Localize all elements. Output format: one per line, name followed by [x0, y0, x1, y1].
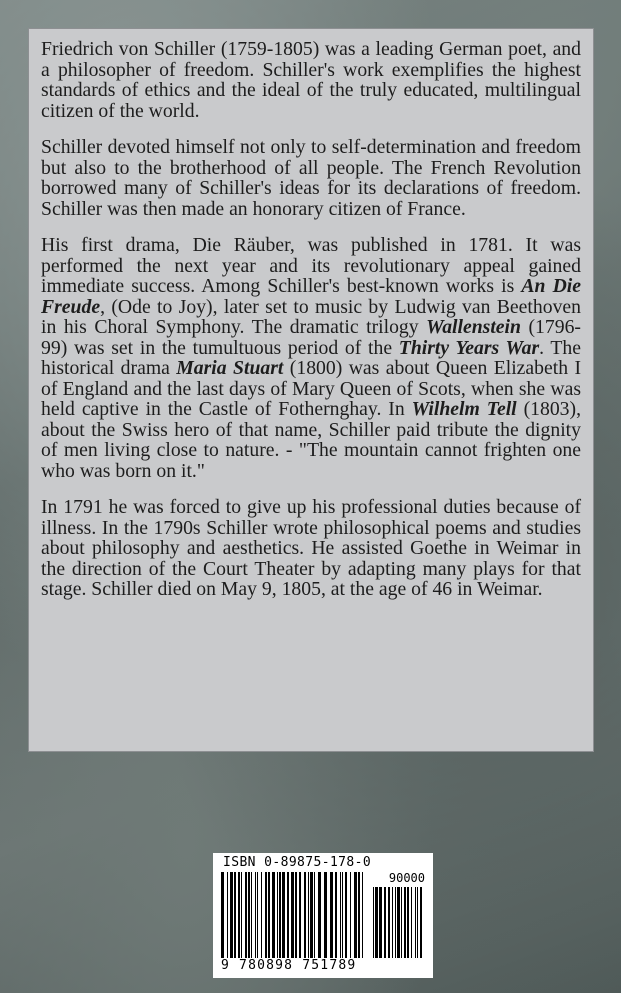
barcode-bar — [257, 872, 258, 958]
barcode-bar — [251, 872, 252, 958]
barcode-bar — [388, 887, 390, 958]
barcode-bar — [395, 887, 396, 958]
barcode-bar — [330, 872, 333, 958]
paragraph — [41, 39, 581, 121]
paragraph-text: (1800) was about Queen Elizabeth I of England and the last days of Mary Queen of Scots, when she was held captive in the Castle of Fothernghay. In — [41, 357, 582, 420]
barcode-bar — [342, 872, 343, 958]
barcode-bar — [397, 887, 400, 958]
barcode-bar — [238, 872, 240, 958]
barcode-bar — [324, 872, 327, 958]
barcode-bar — [340, 872, 341, 958]
work-title: Wilhelm Tell — [411, 398, 517, 420]
barcode-bar — [277, 872, 278, 958]
barcode-bar — [384, 887, 386, 958]
back-cover-text-panel — [28, 28, 594, 752]
paragraph-text: His first drama, Die Räuber, was published in 1781. It was performed the next year and its revolutionary appeal gained immediate success. Among Schiller's best-known works is — [41, 234, 581, 297]
barcode-bar — [314, 872, 315, 958]
barcode-bar — [358, 872, 360, 958]
paragraph-text: In 1791 he was forced to give up his professional duties because of illness. In the 1790s Schiller wrote philosophical poems and studies about philosophy and aesthetics. He assisted Goethe in Weimar in the direction of the Court Theater by adapting many plays for that stage. Schiller died on May 9, 1805, at the age of 46 in Weimar. — [41, 496, 581, 600]
ean-barcode-bars — [221, 872, 365, 958]
price-addon — [373, 872, 425, 958]
barcode-bar — [287, 872, 289, 958]
paragraph-text: Schiller devoted himself not only to self-determination and freedom but also to the brotherhood of all people. The French Revolution borrowed many of Schiller's ideas for its declarations of freedom. Schiller was then made an honorary citizen of France. — [41, 136, 581, 220]
paragraph-text: Friedrich von Schiller (1759-1805) was a leading German poet, and a philosopher of freedom. Schiller's work exemplifies the highest standards of ethics and the ideal of the truly educated, multilingual citizen of the world. — [41, 38, 581, 122]
paragraph — [41, 497, 581, 600]
paragraph-text: (1796-99) was set in the tumultuous period of the — [41, 316, 581, 359]
barcode-bar — [354, 872, 357, 958]
work-title: Wallenstein — [426, 316, 521, 338]
barcode-bar — [362, 872, 363, 958]
barcode-bar — [379, 887, 382, 958]
barcode-bar — [234, 872, 236, 958]
paragraph — [41, 235, 581, 481]
barcode-bar — [411, 887, 412, 958]
barcode-bar — [308, 872, 309, 958]
barcode-bar — [392, 887, 393, 958]
barcode-bar — [272, 872, 275, 958]
barcode-bar — [248, 872, 250, 958]
isbn-barcode — [213, 853, 433, 978]
barcode-bar — [295, 872, 297, 958]
barcode-bar — [345, 872, 347, 958]
paragraph — [41, 137, 581, 219]
barcode-bar — [375, 887, 378, 958]
barcode-bar — [268, 872, 270, 958]
isbn-label: ISBN 0-89875-178-0 — [223, 855, 372, 870]
barcode-bar — [265, 872, 267, 958]
paragraph-text: . The historical drama — [41, 336, 581, 379]
barcode-bar — [241, 872, 242, 958]
barcode-bar — [227, 872, 228, 958]
work-title: An Die Freude — [41, 275, 581, 318]
barcode-bar — [261, 872, 262, 958]
barcode-bar — [415, 887, 416, 958]
barcode-bar — [404, 887, 406, 958]
barcode-bar — [407, 887, 409, 958]
work-title: Thirty Years War — [398, 336, 540, 359]
paragraph-text: (1803), about the Swiss hero of that name, Schiller paid tribute the dignity of men living close to nature. - "The mountain cannot frighten one who was born on it." — [41, 398, 581, 482]
addon-digits: 90000 — [388, 871, 425, 885]
barcode-bar — [420, 887, 422, 958]
barcode-bar — [279, 872, 281, 958]
barcode-bar — [417, 887, 418, 958]
barcode-bar — [318, 872, 321, 958]
barcode-bar — [335, 872, 337, 958]
barcode-bar — [291, 872, 294, 958]
barcode-bar — [245, 872, 247, 958]
barcode-bar — [304, 872, 306, 958]
work-title: Maria Stuart — [176, 357, 284, 379]
barcode-bar — [255, 872, 256, 958]
barcode-bar — [373, 887, 374, 958]
barcode-bar — [299, 872, 301, 958]
barcode-bar — [401, 887, 402, 958]
addon-barcode-bars — [373, 887, 425, 958]
barcode-bar — [221, 872, 224, 958]
barcode-bar — [310, 872, 313, 958]
ean-digits: 9 780898 751789 — [221, 958, 357, 973]
paragraph-text: , (Ode to Joy), later set to music by Ludwig van Beethoven in his Choral Symphony. The dramatic trilogy — [41, 295, 581, 338]
barcode-bar — [230, 872, 233, 958]
barcode-bar — [282, 872, 285, 958]
barcode-bar — [350, 872, 351, 958]
